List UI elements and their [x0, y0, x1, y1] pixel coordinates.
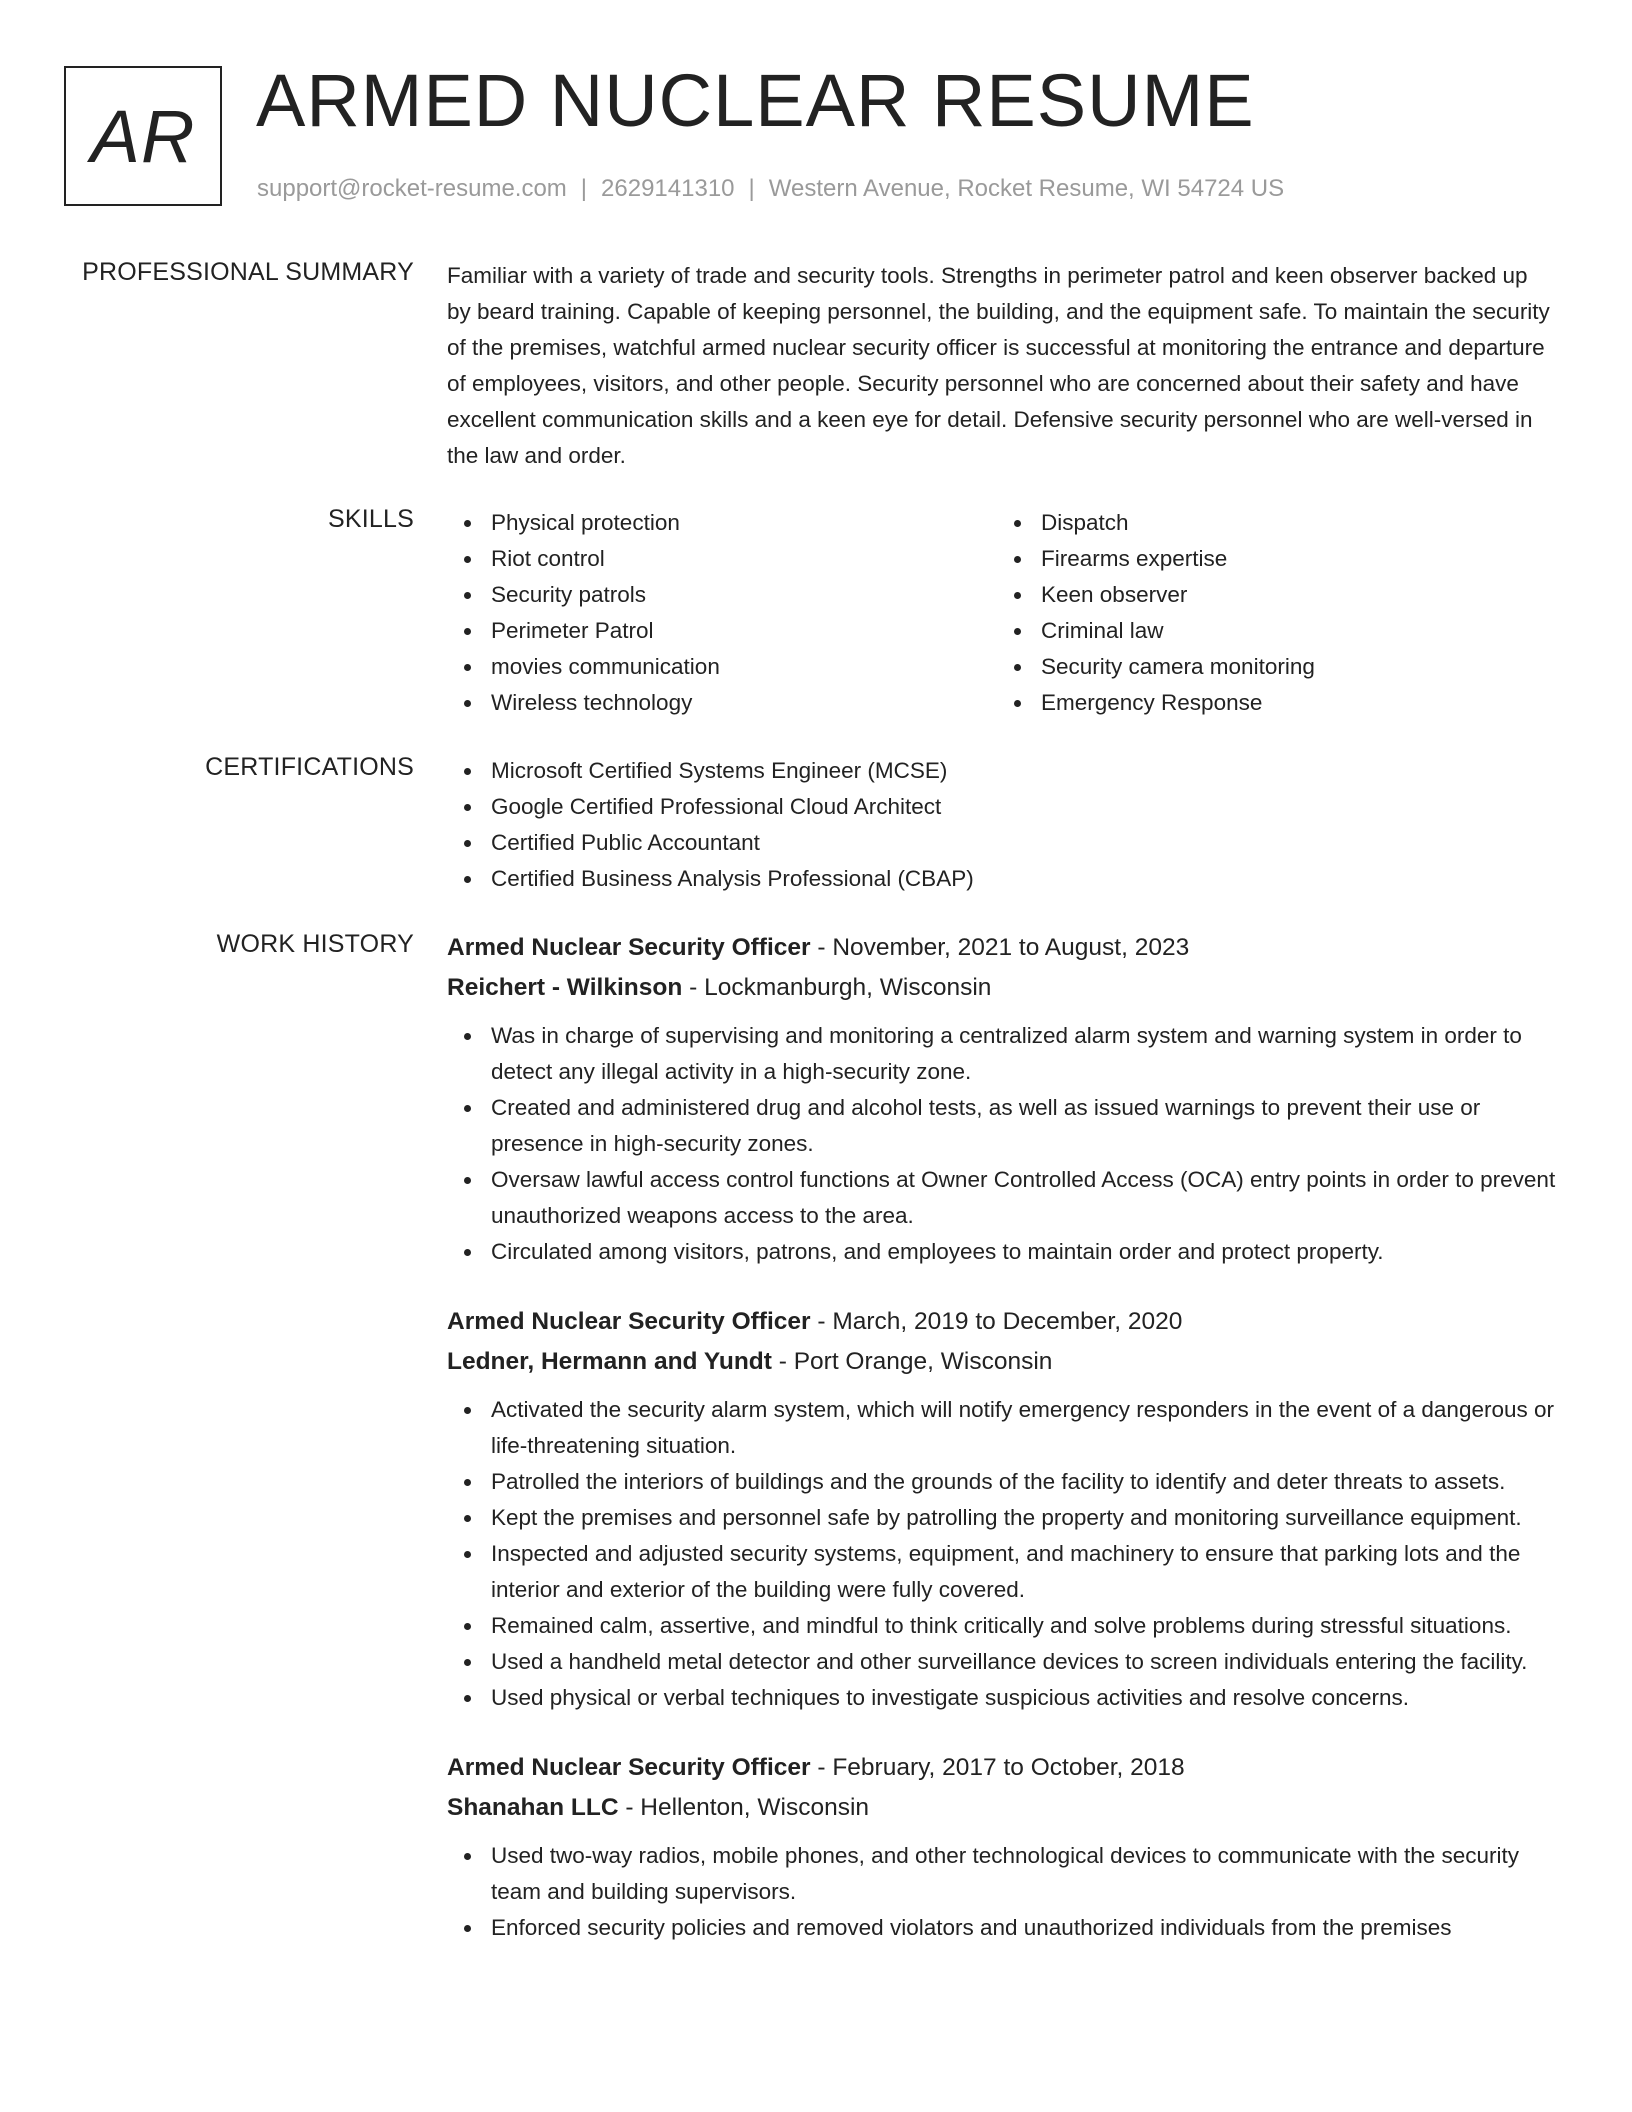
job-bullet: Kept the premises and personnel safe by patrolling the property and monitoring surveillance equipment. — [447, 1500, 1557, 1536]
skill-item: Security patrols — [447, 577, 997, 613]
skill-item: Security camera monitoring — [997, 649, 1547, 685]
job-bullet: Activated the security alarm system, which will notify emergency responders in the event of a dangerous or life-threatening situation. — [447, 1392, 1557, 1464]
skills-label: SKILLS — [328, 505, 414, 533]
summary-text: Familiar with a variety of trade and security tools. Strengths in perimeter patrol and keen observer backed up by beard training. Capable of keeping personnel, the building, and the equipment safe. To maintain the security of the premises, watchful armed nuclear security officer is successful at monitoring the entrance and departure of employees, visitors, and other people. Security personnel who are concerned about their safety and have excellent communication skills and a keen eye for detail. Defensive security personnel who are well-versed in the law and order. — [447, 263, 1550, 468]
job-bullet: Circulated among visitors, patrons, and employees to maintain order and protect property. — [447, 1234, 1557, 1270]
skill-item: Perimeter Patrol — [447, 613, 997, 649]
work-label: WORK HISTORY — [216, 930, 414, 958]
job-dates: - February, 2017 to October, 2018 — [810, 1754, 1185, 1781]
job-entry — [447, 1302, 1557, 1716]
contact-separator: | — [580, 175, 588, 202]
skill-item: movies communication — [447, 649, 997, 685]
skill-item: Criminal law — [997, 613, 1547, 649]
job-entry — [447, 928, 1557, 1270]
job-bullet: Used physical or verbal techniques to investigate suspicious activities and resolve concerns. — [447, 1680, 1557, 1716]
job-bullet: Oversaw lawful access control functions at Owner Controlled Access (OCA) entry points in order to prevent unauthorized weapons access to the area. — [447, 1162, 1557, 1234]
job-bullet: Patrolled the interiors of buildings and the grounds of the facility to identify and deter threats to assets. — [447, 1464, 1557, 1500]
job-company: Shanahan LLC — [447, 1794, 619, 1821]
certifications-content — [447, 753, 1557, 897]
job-bullet: Used a handheld metal detector and other surveillance devices to screen individuals entering the facility. — [447, 1644, 1557, 1680]
job-company-line — [447, 1342, 1557, 1382]
job-company-line — [447, 1788, 1557, 1828]
contact-line — [257, 175, 1284, 203]
job-bullet: Used two-way radios, mobile phones, and other technological devices to communicate with the security team and building supervisors. — [447, 1838, 1557, 1910]
job-bullets — [447, 1838, 1557, 1946]
job-bullet: Inspected and adjusted security systems, equipment, and machinery to ensure that parking lots and the interior and exterior of the building were fully covered. — [447, 1536, 1557, 1608]
contact-separator: | — [748, 175, 755, 202]
job-title: Armed Nuclear Security Officer — [447, 934, 811, 961]
contact-address: Western Avenue, Rocket Resume, WI 54724 US — [768, 175, 1285, 202]
job-company: Reichert - Wilkinson — [447, 974, 683, 1001]
skill-item: Wireless technology — [447, 685, 997, 721]
certification-item: Certified Public Accountant — [447, 825, 1557, 861]
skill-item: Emergency Response — [997, 685, 1547, 721]
skill-item: Dispatch — [997, 505, 1547, 541]
summary-label: PROFESSIONAL SUMMARY — [82, 258, 414, 286]
job-dates: - March, 2019 to December, 2020 — [810, 1308, 1183, 1335]
job-title-line — [447, 928, 1557, 968]
resume-title: ARMED NUCLEAR RESUME — [256, 59, 1255, 142]
skill-item: Physical protection — [447, 505, 997, 541]
certification-item: Google Certified Professional Cloud Architect — [447, 789, 1557, 825]
job-entry — [447, 1748, 1557, 1946]
job-bullet: Created and administered drug and alcohol tests, as well as issued warnings to prevent their use or presence in high-security zones. — [447, 1090, 1557, 1162]
job-company-line — [447, 968, 1557, 1008]
job-dates: - November, 2021 to August, 2023 — [810, 934, 1190, 961]
skill-item: Firearms expertise — [997, 541, 1547, 577]
job-company: Ledner, Hermann and Yundt — [447, 1348, 772, 1375]
job-bullet: Enforced security policies and removed violators and unauthorized individuals from the premises — [447, 1910, 1557, 1946]
job-bullet: Remained calm, assertive, and mindful to think critically and solve problems during stressful situations. — [447, 1608, 1557, 1644]
job-title-line — [447, 1302, 1557, 1342]
skill-item: Keen observer — [997, 577, 1547, 613]
job-title-line — [447, 1748, 1557, 1788]
contact-phone: 2629141310 — [601, 175, 735, 202]
job-bullets — [447, 1392, 1557, 1716]
work-content — [447, 928, 1557, 1946]
job-location: - Hellenton, Wisconsin — [618, 1794, 870, 1821]
job-title: Armed Nuclear Security Officer — [447, 1754, 811, 1781]
job-location: - Lockmanburgh, Wisconsin — [682, 974, 992, 1001]
skills-list-left — [447, 505, 997, 721]
certifications-list — [447, 753, 1557, 897]
job-bullet: Was in charge of supervising and monitoring a centralized alarm system and warning system in order to detect any illegal activity in a high-security zone. — [447, 1018, 1557, 1090]
job-title: Armed Nuclear Security Officer — [447, 1308, 811, 1335]
job-bullets — [447, 1018, 1557, 1270]
job-location: - Port Orange, Wisconsin — [771, 1348, 1053, 1375]
skills-columns — [447, 505, 1557, 721]
skills-list-right — [997, 505, 1547, 721]
contact-email: support@rocket-resume.com — [257, 175, 567, 202]
certification-item: Microsoft Certified Systems Engineer (MCSE) — [447, 753, 1557, 789]
certifications-label: CERTIFICATIONS — [205, 753, 414, 781]
certification-item: Certified Business Analysis Professional (CBAP) — [447, 861, 1557, 897]
skill-item: Riot control — [447, 541, 997, 577]
monogram-initials: AR — [90, 94, 196, 178]
monogram-box — [64, 66, 222, 206]
